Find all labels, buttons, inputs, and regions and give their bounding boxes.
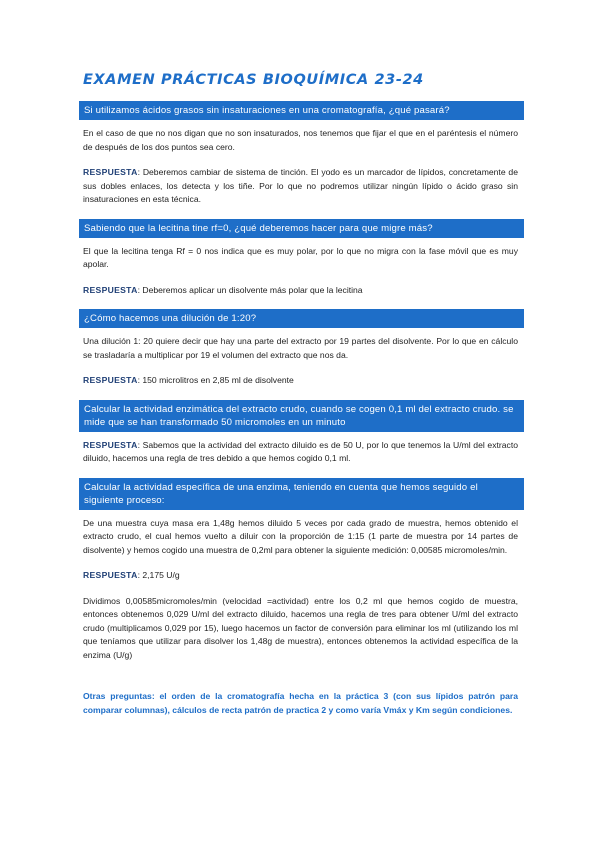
answer-paragraph bbox=[83, 374, 518, 388]
other-questions: Otras preguntas: el orden de la cromatografía hecha en la práctica 3 (con sus lípidos patrón para comparar columnas), cálculos de recta patrón de practica 2 y como varía Vmáx y Km según condiciones. bbox=[83, 691, 518, 715]
question-bar: Si utilizamos ácidos grasos sin insaturaciones en una cromatografía, ¿qué pasará? bbox=[79, 101, 524, 120]
question-bar: ¿Cómo hacemos una dilución de 1:20? bbox=[79, 309, 524, 328]
section-4 bbox=[83, 400, 518, 466]
answer-paragraph bbox=[83, 284, 518, 298]
answer-text: : Deberemos cambiar de sistema de tinción. El yodo es un marcador de lípidos, concretamente de sus dobles enlaces, los detecta y los tiñe. Por lo que no podremos utilizar ningún lípido o ácido graso sin insaturaciones en esta técnica. bbox=[83, 167, 518, 204]
answer-label: RESPUESTA bbox=[83, 167, 138, 177]
question-bar: Calcular la actividad enzimática del extracto crudo, cuando se cogen 0,1 ml del extracto crudo. se mide que se han transformado 50 micromoles en un minuto bbox=[79, 400, 524, 432]
section-3 bbox=[83, 309, 518, 388]
answer-label: RESPUESTA bbox=[83, 439, 138, 450]
explanation: En el caso de que no nos digan que no son insaturados, nos tenemos que fijar el que en el paréntesis el número de después de los dos puntos sea cero. bbox=[83, 128, 518, 152]
explanation-extra: Dividimos 0,00585micromoles/min (velocidad =actividad) entre los 0,2 ml que hemos cogido de muestra, entonces obtenemos 0,029 U/ml del extracto diluido, hacemos una regla de tres para obtener U/ml del extracto crudo (multiplicamos 0,029 por 15), luego hacemos un factor de conversión para eliminar los ml (utilizando los ml que teníamos que utilizar para disolver los 1,48g de muestra), entonces obtenemos la actividad específica de la enzima (U/g) bbox=[83, 595, 518, 660]
answer-text: : 150 microlitros en 2,85 ml de disolvente bbox=[137, 375, 294, 385]
answer-text: : Sabemos que la actividad del extracto diluido es de 50 U, por lo que tenemos la U/ml del extracto diluido, hacemos una regla de tres debido a que hemos cogido 0,1 ml. bbox=[83, 439, 518, 463]
answer-paragraph bbox=[83, 166, 518, 207]
document-title: EXAMEN PRÁCTICAS BIOQUÍMICA 23-24 bbox=[83, 72, 424, 88]
section-5 bbox=[83, 478, 518, 663]
question-bar: Sabiendo que la lecitina tine rf=0, ¿qué deberemos hacer para que migre más? bbox=[79, 219, 524, 238]
explanation: Una dilución 1: 20 quiere decir que hay una parte del extracto por 19 partes del disolvente. Por lo que en cálculo se trasladaría a multiplicar por 19 el volumen del extracto que nos da. bbox=[83, 336, 518, 360]
question-bar: Calcular la actividad específica de una enzima, teniendo en cuenta que hemos seguido el siguiente proceso: bbox=[79, 478, 524, 510]
answer-paragraph bbox=[83, 439, 518, 466]
answer-label: RESPUESTA bbox=[83, 284, 138, 295]
answer-text: : 2,175 U/g bbox=[137, 570, 180, 580]
answer-paragraph bbox=[83, 569, 518, 583]
section-1 bbox=[83, 101, 518, 207]
answer-label: RESPUESTA bbox=[83, 375, 138, 385]
answer-label: RESPUESTA bbox=[83, 570, 138, 580]
explanation: De una muestra cuya masa era 1,48g hemos diluido 5 veces por cada grado de muestra, hemos obtenido el extracto crudo, el cual hemos vuelto a diluir con la proporción de 1:15 (1 parte de muestra por 14 partes de disolvente) y hemos cogido una muestra de 0,2ml para obtener la siguiente medición: 0,00585 micromoles/min. bbox=[83, 517, 518, 555]
section-2 bbox=[83, 219, 518, 298]
document-page bbox=[83, 72, 518, 729]
answer-text: : Deberemos aplicar un disolvente más polar que la lecitina bbox=[137, 284, 363, 295]
explanation: El que la lecitina tenga Rf = 0 nos indica que es muy polar, por lo que no migra con la fase móvil que es muy apolar. bbox=[83, 245, 518, 269]
